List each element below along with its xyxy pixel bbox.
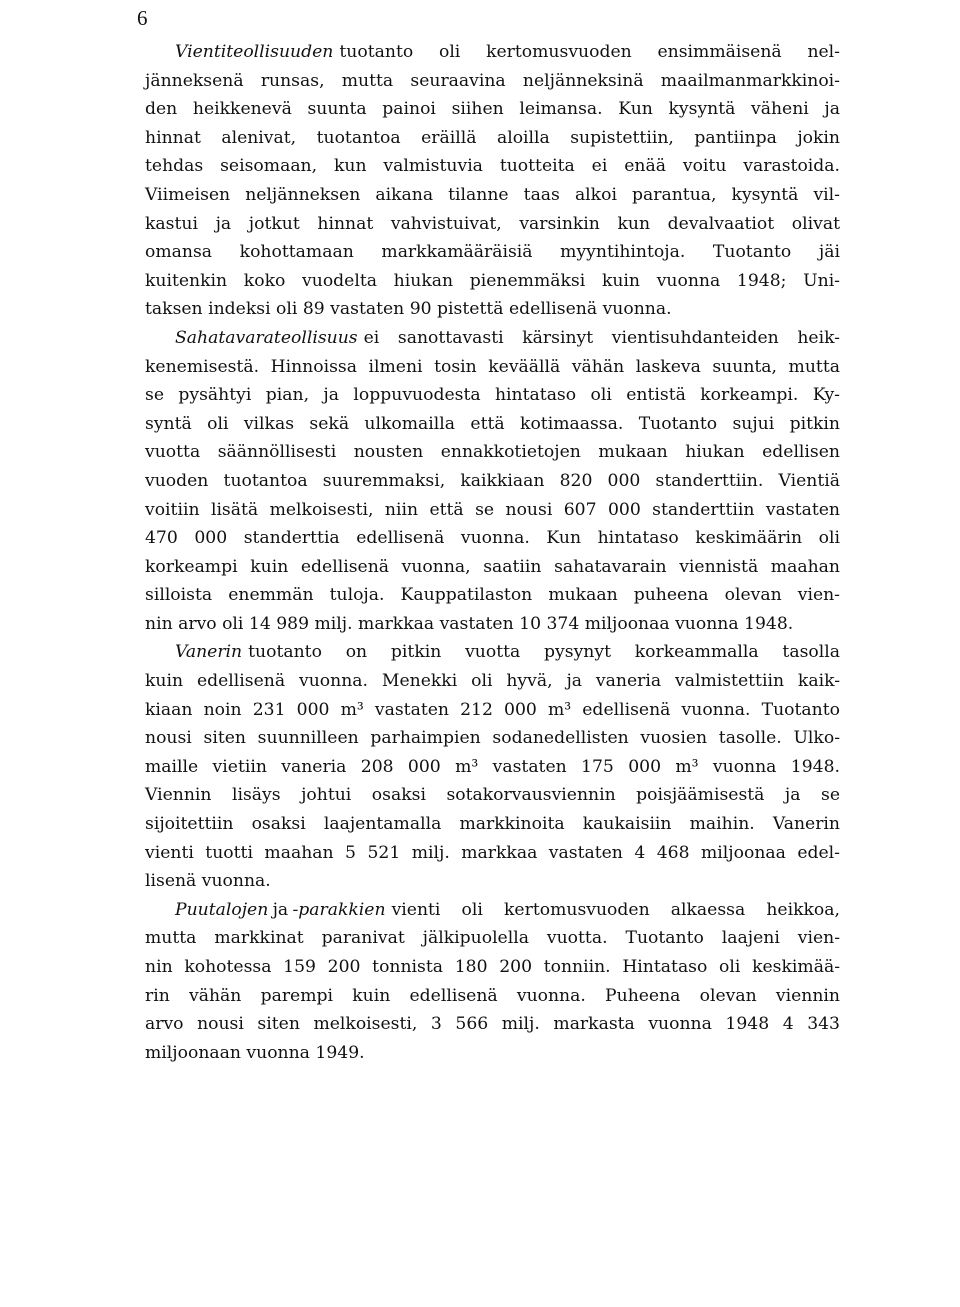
- paragraph-puutalot: [145, 896, 840, 1068]
- paragraph-lead-term: Vanerin: [175, 642, 243, 663]
- page-number: 6: [137, 6, 148, 30]
- text-line: vuotta säännöllisesti nousten ennakkotietojen mukaan hiukan edellisen: [145, 442, 840, 463]
- line-text: vienti oli kertomusvuoden alkaessa heikkoa,: [391, 899, 840, 920]
- text-line: voitiin lisätä melkoisesti, niin että se nousi 607 000 standerttiin vastaten: [145, 499, 840, 520]
- text-line: [145, 896, 840, 925]
- paragraph-sahatavarateollisuus: [145, 324, 840, 639]
- text-line: korkeampi kuin edellisenä vuonna, saatiin sahatavarain viennistä maahan: [145, 556, 840, 577]
- text-line: jänneksenä runsas, mutta seuraavina neljänneksinä maailmanmarkkinoi-: [145, 70, 840, 91]
- text-line: [145, 38, 840, 67]
- paragraph-lead-term: Sahatavarateollisuus: [175, 327, 358, 348]
- paragraph-vientiteollisuus: [145, 38, 840, 324]
- text-line: nin arvo oli 14 989 milj. markkaa vastaten 10 374 miljoonaa vuonna 1948.: [145, 613, 794, 634]
- text-line: nin kohotessa 159 200 tonnista 180 200 tonniin. Hintataso oli keskimää-: [145, 957, 840, 977]
- text-line: se pysähtyi pian, ja loppuvuodesta hintataso oli entistä korkeampi. Ky-: [145, 385, 840, 406]
- text-line: silloista enemmän tuloja. Kauppatilaston mukaan puheena olevan vien-: [145, 585, 840, 606]
- text-line: sijoitettiin osaksi laajentamalla markkinoita kaukaisiin maihin. Vanerin: [145, 814, 840, 835]
- text-line: omansa kohottamaan markkamääräisiä myyntihintoja. Tuotanto jäi: [145, 242, 840, 263]
- text-line: Viimeisen neljänneksen aikana tilanne taas alkoi parantua, kysyntä vil-: [145, 184, 840, 205]
- text-line: 470 000 standerttia edellisenä vuonna. Kun hintataso keskimäärin oli: [145, 528, 840, 549]
- text-line: syntä oli vilkas sekä ulkomailla että kotimaassa. Tuotanto sujui pitkin: [145, 413, 840, 434]
- text-line: vuoden tuotantoa suuremmaksi, kaikkiaan 820 000 standerttiin. Vientiä: [145, 470, 840, 491]
- text-line: arvo nousi siten melkoisesti, 3 566 milj. markasta vuonna 1948 4 343: [145, 1014, 840, 1035]
- line-text: ei sanottavasti kärsinyt vientisuhdanteiden heik-: [363, 327, 840, 348]
- text-line: nousi siten suunnilleen parhaimpien sodanedellisten vuosien tasolle. Ulko-: [145, 728, 840, 749]
- lead-connector: ja: [272, 899, 289, 920]
- text-line: taksen indeksi oli 89 vastaten 90 pistettä edellisenä vuonna.: [145, 299, 672, 320]
- paragraph-lead-term: Puutalojen: [175, 899, 269, 920]
- text-line: kuin edellisenä vuonna. Menekki oli hyvä, ja vaneria valmistettiin kaik-: [145, 671, 840, 692]
- text-line: [145, 324, 840, 353]
- line-text: tuotanto oli kertomusvuoden ensimmäisenä nel-: [339, 42, 840, 62]
- text-line: den heikkenevä suunta painoi siihen leimansa. Kun kysyntä väheni ja: [145, 99, 840, 120]
- paragraph-lead-term: Vientiteollisuuden: [175, 42, 334, 62]
- paragraph-lead-term-secondary: -parakkien: [292, 899, 386, 920]
- text-line: Viennin lisäys johtui osaksi sotakorvausviennin poisjäämisestä ja se: [145, 785, 840, 806]
- text-line: vienti tuotti maahan 5 521 milj. markkaa vastaten 4 468 miljoonaa edel-: [145, 842, 840, 863]
- text-line: miljoonaan vuonna 1949.: [145, 1042, 365, 1063]
- text-line: kastui ja jotkut hinnat vahvistuivat, varsinkin kun devalvaatiot olivat: [145, 213, 840, 234]
- text-line: lisenä vuonna.: [145, 871, 271, 892]
- text-line: rin vähän parempi kuin edellisenä vuonna. Puheena olevan viennin: [145, 985, 840, 1006]
- text-line: tehdas seisomaan, kun valmistuvia tuotteita ei enää voitu varastoida.: [145, 156, 840, 177]
- body-text: [145, 38, 840, 1067]
- line-text: tuotanto on pitkin vuotta pysynyt korkeammalla tasolla: [248, 642, 840, 663]
- paragraph-vaneri: [145, 638, 840, 895]
- text-line: hinnat alenivat, tuotantoa eräillä aloilla supistettiin, pantiinpa jokin: [145, 127, 840, 148]
- text-line: kiaan noin 231 000 m³ vastaten 212 000 m³ edellisenä vuonna. Tuotanto: [145, 699, 840, 720]
- text-line: mutta markkinat paranivat jälkipuolella vuotta. Tuotanto laajeni vien-: [145, 928, 840, 949]
- text-line: kuitenkin koko vuodelta hiukan pienemmäksi kuin vuonna 1948; Uni-: [145, 270, 840, 291]
- text-line: maille vietiin vaneria 208 000 m³ vastaten 175 000 m³ vuonna 1948.: [145, 756, 840, 777]
- text-line: [145, 638, 840, 667]
- text-line: kenemisestä. Hinnoissa ilmeni tosin keväällä vähän laskeva suunta, mutta: [145, 356, 840, 377]
